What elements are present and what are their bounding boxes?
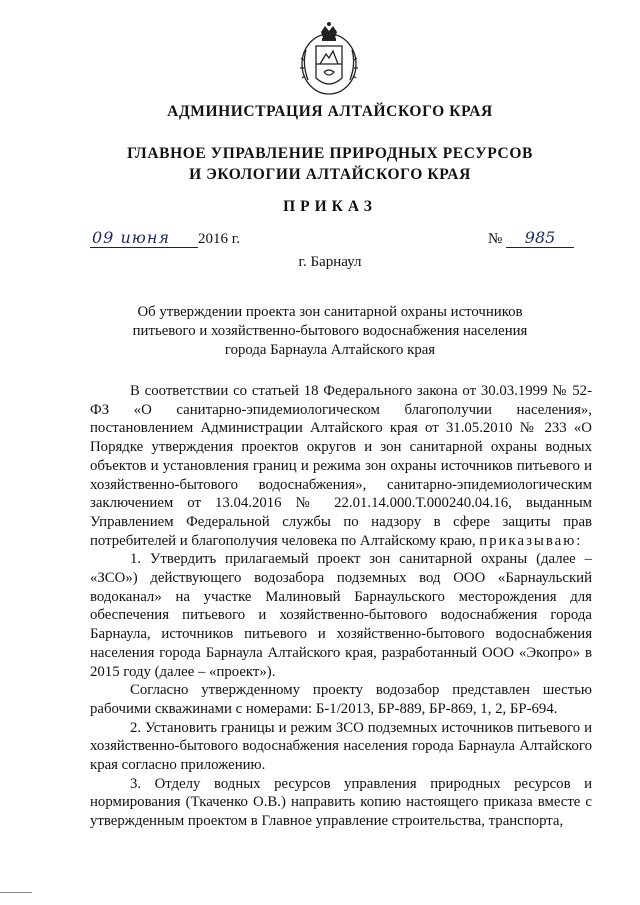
document-date [90, 228, 240, 248]
clause-3-paragraph: 3. Отделу водных ресурсов управления природных ресурсов и нормирования (Ткаченко О.В.) направить копию настоящего приказа вместе с утвержденным проектом в Главное управление строительства, транспорта, [90, 775, 592, 830]
org-title-line: И ЭКОЛОГИИ АЛТАЙСКОГО КРАЯ [189, 166, 471, 183]
margin-line [0, 892, 32, 893]
wells-paragraph: Согласно утвержденному проекту водозабор представлен шестью рабочими скважинами с номерами: Б-1/2013, БР-889, БР-869, 1, 2, БР-694. [90, 682, 592, 717]
clause-1-paragraph: 1. Утвердить прилагаемый проект зон санитарной охраны (далее – «ЗСО») действующего водозабора подземных вод ООО «Барнаульский водоканал» на участке Малиновый Барнаульского месторождения для обеспечения питьевого и хозяйственно-бытового водоснабжения города Барнаула, источников питьевого и хозяйственно-бытового водоснабжения населения города Барнаула Алтайского края, разработанный ООО «Экопро» в 2015 году (далее – «проект»). [90, 551, 592, 680]
document-number [488, 228, 574, 248]
date-year: 2016 г. [198, 231, 240, 247]
handwritten-date: 09 июня [90, 228, 198, 248]
org-title-department [60, 143, 600, 185]
subject-line: города Барнаула Алтайского края [224, 342, 436, 358]
document-subject [100, 303, 560, 360]
preamble-text: В соответствии со статьей 18 Федерального закона от 30.03.1999 № 52-ФЗ «О санитарно-эпидемиологическом благополучии населения», постановлением Администрации Алтайского края от 31.05.2010 № 233 «О Порядке утверждения проектов округов и зон санитарной охраны водных объектов и установления границ и режима зон охраны источников питьевого и хозяйственно-бытового водоснабжения», санитарно-эпидемиологическим заключением от 13.04.2016 № 22.01.14.000.Т.000240.04.16, выданным Управлением Федеральной службы по надзору в сфере защиты прав потребителей и благополучия человека по Алтайскому краю, [90, 383, 592, 549]
preamble-paragraph [90, 382, 592, 550]
document-body [90, 382, 592, 831]
clause-2-paragraph: 2. Установить границы и режим ЗСО подземных источников питьевого и хозяйственно-бытового водоснабжения населения города Барнаула Алтайского края согласно приложению. [90, 719, 592, 774]
subject-line: питьевого и хозяйственно-бытового водоснабжения населения [132, 323, 528, 339]
order-word: приказываю: [479, 532, 583, 549]
org-title-administration: АДМИНИСТРАЦИЯ АЛТАЙСКОГО КРАЯ [167, 103, 493, 120]
coat-of-arms-icon [298, 20, 360, 98]
document-type: ПРИКАЗ [283, 198, 377, 215]
org-title-line: ГЛАВНОЕ УПРАВЛЕНИЕ ПРИРОДНЫХ РЕСУРСОВ [127, 145, 533, 162]
handwritten-number: 985 [506, 228, 574, 248]
document-city: г. Барнаул [298, 254, 362, 270]
number-label: № [488, 231, 503, 247]
subject-line: Об утверждении проекта зон санитарной охраны источников [137, 304, 523, 320]
